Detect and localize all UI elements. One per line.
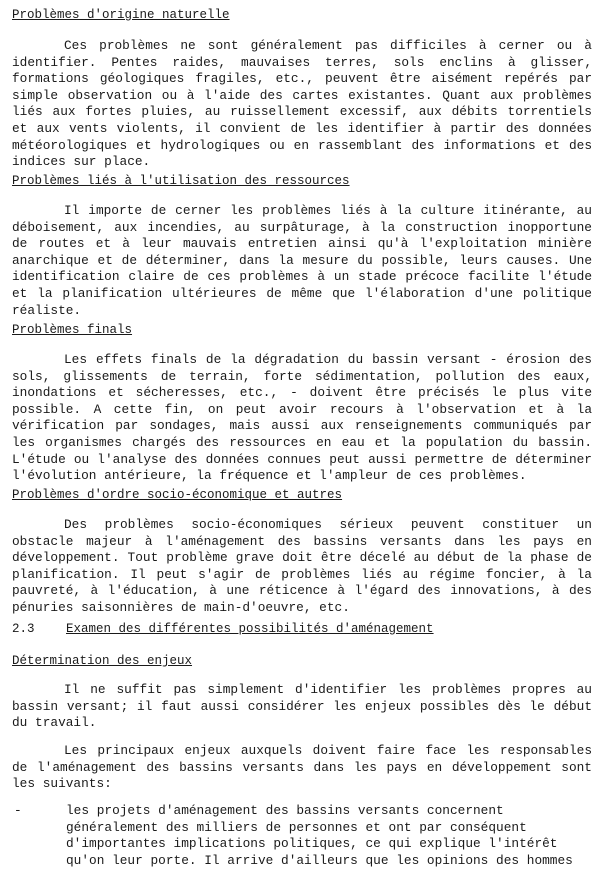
paragraph-socio-economic-problems: Des problèmes socio-économiques sérieux peuvent constituer un obstacle majeur à l'aménagement des bassins versants dans les pays en développement. Tout problème grave doit être décelé au début de la phase de planification. Il peut s'agir de problèmes liés au régime foncier, à la pauvreté, à l'éducation, à une réticence à l'égard des innovations, à des pénuries saisonnières de main-d'oeuvre, etc.: [12, 517, 592, 615]
paragraph-final-problems: Les effets finals de la dégradation du bassin versant - érosion des sols, glissements de terrain, forte sédimentation, pollution des eaux, inondations et sécheresses, etc., - doivent être précisés le plus vite possible. A cette fin, on peut avoir recours à l'observation et à la vérification par sondages, mais aussi aux renseignements communiqués par les organismes chargés des ressources en eau et la population du bassin. L'étude ou l'analyse des données connues peut aussi permettre de déterminer l'évolution antérieure, la fréquence et l'ampleur de ces problèmes.: [12, 352, 592, 484]
paragraph-stakes-list-intro: Les principaux enjeux auxquels doivent faire face les responsables de l'aménagement des bassins versants dans les pays en développement sont les suivants:: [12, 743, 592, 792]
heading-socio-economic-problems: Problèmes d'ordre socio-économique et autres: [12, 488, 343, 502]
section-title: Examen des différentes possibilités d'aménagement: [66, 622, 434, 636]
section-number: 2.3: [12, 622, 35, 636]
paragraph-natural-problems: Ces problèmes ne sont généralement pas difficiles à cerner ou à identifier. Pentes raides, mauvaises terres, sols enclins à glisser, formations géologiques fragiles, etc., peuvent être aisément repérés par simple observation ou à l'aide des cartes existantes. Quant aux problèmes liés aux fortes pluies, au ruissellement excessif, aux débits torrentiels et aux vents violents, il convient de les identifier à partir des données météorologiques et hydrologiques ou en rassemblant des informations et des indices sur place.: [12, 38, 592, 170]
heading-determining-stakes: Détermination des enjeux: [12, 654, 193, 668]
paragraph-stakes-intro: Il ne suffit pas simplement d'identifier les problèmes propres au bassin versant; il faut aussi considérer les enjeux possibles dès le début du travail.: [12, 682, 592, 731]
heading-resource-use-problems: Problèmes liés à l'utilisation des ressources: [12, 174, 350, 188]
bullet-text: les projets d'aménagement des bassins versants concernent généralement des milliers de personnes et ont par conséquent d'importantes implications politiques, ce qui explique l'intérêt qu'on leur porte. Il arrive d'ailleurs que les opinions des hommes: [66, 803, 573, 868]
paragraph-resource-use-problems: Il importe de cerner les problèmes liés à la culture itinérante, au déboisement, aux incendies, au surpâturage, à la construction inopportune de routes et à leur mauvais entretien ainsi qu'à l'exploitation minière anarchique et de déterminer, dans la mesure du possible, leurs causes. Une identification claire de ces problèmes à un stade précoce facilite l'étude et la planification ultérieures de même que l'élaboration d'une politique réaliste.: [12, 203, 592, 318]
heading-final-problems: Problèmes finals: [12, 323, 133, 337]
bullet-dash: -: [14, 803, 22, 818]
heading-natural-problems: Problèmes d'origine naturelle: [12, 8, 230, 22]
